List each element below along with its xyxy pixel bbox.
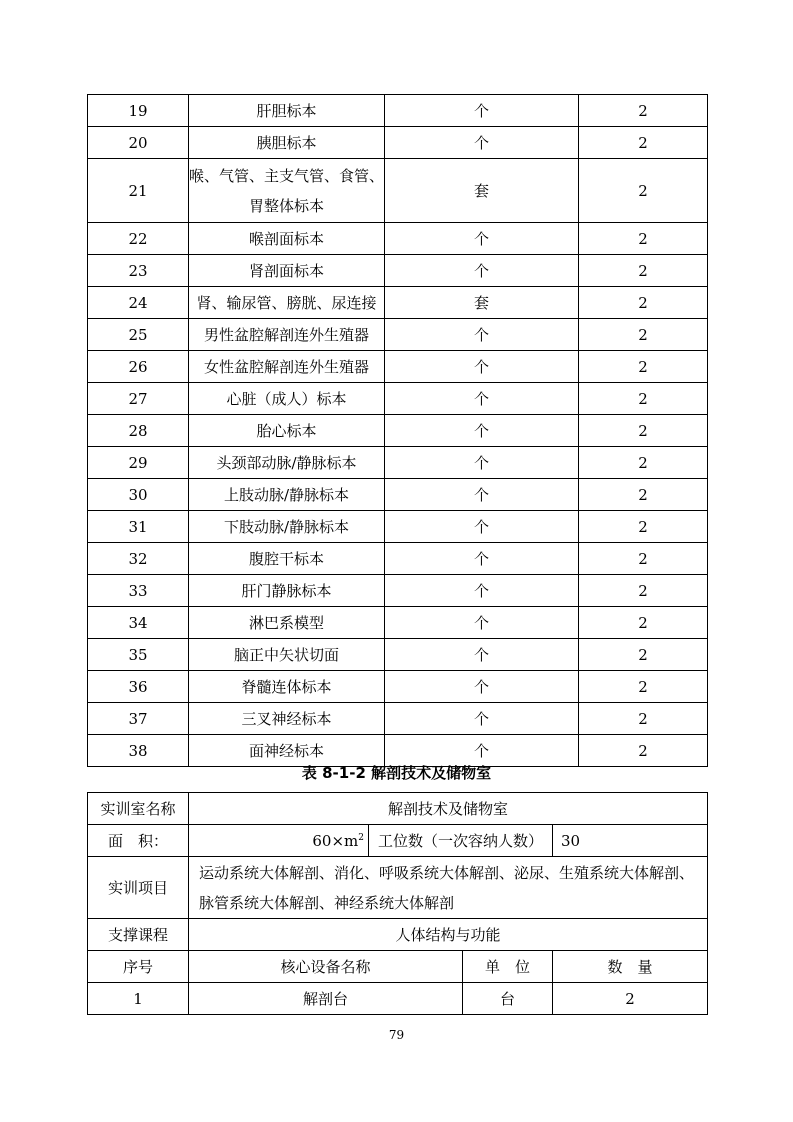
item-unit: 套 bbox=[385, 159, 579, 223]
item-unit: 台 bbox=[463, 983, 553, 1015]
row-number: 37 bbox=[88, 703, 189, 735]
area-row bbox=[88, 825, 708, 857]
row-number: 30 bbox=[88, 479, 189, 511]
item-quantity: 2 bbox=[579, 319, 708, 351]
item-unit: 个 bbox=[385, 415, 579, 447]
table-row bbox=[88, 447, 708, 479]
item-unit: 个 bbox=[385, 255, 579, 287]
table-row bbox=[88, 159, 708, 223]
row-number: 29 bbox=[88, 447, 189, 479]
item-unit: 个 bbox=[385, 447, 579, 479]
item-unit: 个 bbox=[385, 511, 579, 543]
item-unit: 套 bbox=[385, 287, 579, 319]
table-row bbox=[88, 319, 708, 351]
table-row bbox=[88, 255, 708, 287]
table-row bbox=[88, 415, 708, 447]
item-quantity: 2 bbox=[579, 287, 708, 319]
room-name-row bbox=[88, 793, 708, 825]
row-number: 25 bbox=[88, 319, 189, 351]
row-number: 34 bbox=[88, 607, 189, 639]
item-unit: 个 bbox=[385, 383, 579, 415]
item-unit: 个 bbox=[385, 735, 579, 767]
item-unit: 个 bbox=[385, 319, 579, 351]
item-unit: 个 bbox=[385, 223, 579, 255]
item-quantity: 2 bbox=[579, 671, 708, 703]
table-header-row bbox=[88, 951, 708, 983]
item-name: 女性盆腔解剖连外生殖器 bbox=[189, 351, 385, 383]
item-quantity: 2 bbox=[579, 479, 708, 511]
item-name: 胎心标本 bbox=[189, 415, 385, 447]
row-number: 31 bbox=[88, 511, 189, 543]
row-number: 23 bbox=[88, 255, 189, 287]
column-header-equipment-name: 核心设备名称 bbox=[189, 951, 463, 983]
item-quantity: 2 bbox=[579, 575, 708, 607]
row-number: 32 bbox=[88, 543, 189, 575]
item-unit: 个 bbox=[385, 127, 579, 159]
row-number: 33 bbox=[88, 575, 189, 607]
item-name: 男性盆腔解剖连外生殖器 bbox=[189, 319, 385, 351]
item-unit: 个 bbox=[385, 95, 579, 127]
row-number: 21 bbox=[88, 159, 189, 223]
column-header-number: 序号 bbox=[88, 951, 189, 983]
table-row bbox=[88, 351, 708, 383]
room-name-label: 实训室名称 bbox=[88, 793, 189, 825]
row-number: 38 bbox=[88, 735, 189, 767]
table-row bbox=[88, 543, 708, 575]
item-unit: 个 bbox=[385, 703, 579, 735]
table-row bbox=[88, 607, 708, 639]
room-name-value: 解剖技术及储物室 bbox=[189, 793, 708, 825]
page-number: 79 bbox=[388, 1028, 405, 1042]
item-name: 心脏（成人）标本 bbox=[189, 383, 385, 415]
item-quantity: 2 bbox=[579, 735, 708, 767]
row-number: 20 bbox=[88, 127, 189, 159]
area-label: 面 积： bbox=[88, 825, 189, 857]
area-value bbox=[189, 825, 369, 857]
row-number: 27 bbox=[88, 383, 189, 415]
item-name: 三叉神经标本 bbox=[189, 703, 385, 735]
table-row bbox=[88, 671, 708, 703]
item-name: 肾剖面标本 bbox=[189, 255, 385, 287]
area-unit-superscript: 2 bbox=[358, 832, 364, 843]
item-name: 面神经标本 bbox=[189, 735, 385, 767]
item-name: 肝门静脉标本 bbox=[189, 575, 385, 607]
item-quantity: 2 bbox=[579, 95, 708, 127]
item-name: 腹腔干标本 bbox=[189, 543, 385, 575]
table-row bbox=[88, 127, 708, 159]
column-header-unit: 单 位 bbox=[463, 951, 553, 983]
item-name: 肝胆标本 bbox=[189, 95, 385, 127]
row-number: 26 bbox=[88, 351, 189, 383]
area-value-text: 60×m bbox=[312, 831, 359, 850]
projects-value: 运动系统大体解剖、消化、呼吸系统大体解剖、泌尿、生殖系统大体解剖、脉管系统大体解剖、神经系统大体解剖 bbox=[189, 857, 708, 919]
table-row bbox=[88, 735, 708, 767]
item-quantity: 2 bbox=[579, 447, 708, 479]
table-row bbox=[88, 511, 708, 543]
item-quantity: 2 bbox=[579, 511, 708, 543]
table-row bbox=[88, 639, 708, 671]
item-unit: 个 bbox=[385, 575, 579, 607]
item-name bbox=[189, 159, 385, 223]
item-name: 解剖台 bbox=[189, 983, 463, 1015]
table-caption: 表 8-1-2 解剖技术及储物室 bbox=[301, 764, 492, 782]
course-row bbox=[88, 919, 708, 951]
item-unit: 个 bbox=[385, 639, 579, 671]
row-number: 19 bbox=[88, 95, 189, 127]
item-name: 胰胆标本 bbox=[189, 127, 385, 159]
item-quantity: 2 bbox=[579, 223, 708, 255]
room-info-table bbox=[87, 792, 708, 1015]
table-row bbox=[88, 223, 708, 255]
item-name: 下肢动脉/静脉标本 bbox=[189, 511, 385, 543]
item-unit: 个 bbox=[385, 671, 579, 703]
table-row bbox=[88, 479, 708, 511]
item-name: 淋巴系模型 bbox=[189, 607, 385, 639]
item-name: 脊髓连体标本 bbox=[189, 671, 385, 703]
stations-value: 30 bbox=[553, 825, 708, 857]
row-number: 28 bbox=[88, 415, 189, 447]
item-unit: 个 bbox=[385, 607, 579, 639]
item-name: 喉剖面标本 bbox=[189, 223, 385, 255]
table-row bbox=[88, 575, 708, 607]
projects-label: 实训项目 bbox=[88, 857, 189, 919]
item-unit: 个 bbox=[385, 543, 579, 575]
item-quantity: 2 bbox=[579, 383, 708, 415]
item-name: 肾、输尿管、膀胱、尿连接 bbox=[189, 287, 385, 319]
equipment-table-continued bbox=[87, 94, 708, 767]
item-name: 头颈部动脉/静脉标本 bbox=[189, 447, 385, 479]
row-number: 1 bbox=[88, 983, 189, 1015]
course-value: 人体结构与功能 bbox=[189, 919, 708, 951]
row-number: 22 bbox=[88, 223, 189, 255]
item-quantity: 2 bbox=[579, 255, 708, 287]
table-row bbox=[88, 983, 708, 1015]
item-quantity: 2 bbox=[579, 415, 708, 447]
item-name: 上肢动脉/静脉标本 bbox=[189, 479, 385, 511]
projects-row bbox=[88, 857, 708, 919]
item-quantity: 2 bbox=[579, 607, 708, 639]
course-label: 支撑课程 bbox=[88, 919, 189, 951]
item-name-line-2: 胃整体标本 bbox=[248, 196, 324, 215]
item-unit: 个 bbox=[385, 479, 579, 511]
item-unit: 个 bbox=[385, 351, 579, 383]
table-row bbox=[88, 703, 708, 735]
item-name-line-1: 喉、气管、主支气管、食管、 bbox=[189, 166, 385, 185]
table-row bbox=[88, 383, 708, 415]
item-quantity: 2 bbox=[579, 127, 708, 159]
row-number: 36 bbox=[88, 671, 189, 703]
table-row bbox=[88, 95, 708, 127]
table-row bbox=[88, 287, 708, 319]
stations-label: 工位数（一次容纳人数） bbox=[369, 825, 553, 857]
item-quantity: 2 bbox=[579, 703, 708, 735]
item-quantity: 2 bbox=[579, 159, 708, 223]
row-number: 24 bbox=[88, 287, 189, 319]
item-quantity: 2 bbox=[579, 639, 708, 671]
row-number: 35 bbox=[88, 639, 189, 671]
item-name: 脑正中矢状切面 bbox=[189, 639, 385, 671]
item-quantity: 2 bbox=[553, 983, 708, 1015]
item-quantity: 2 bbox=[579, 351, 708, 383]
column-header-quantity: 数 量 bbox=[553, 951, 708, 983]
item-quantity: 2 bbox=[579, 543, 708, 575]
